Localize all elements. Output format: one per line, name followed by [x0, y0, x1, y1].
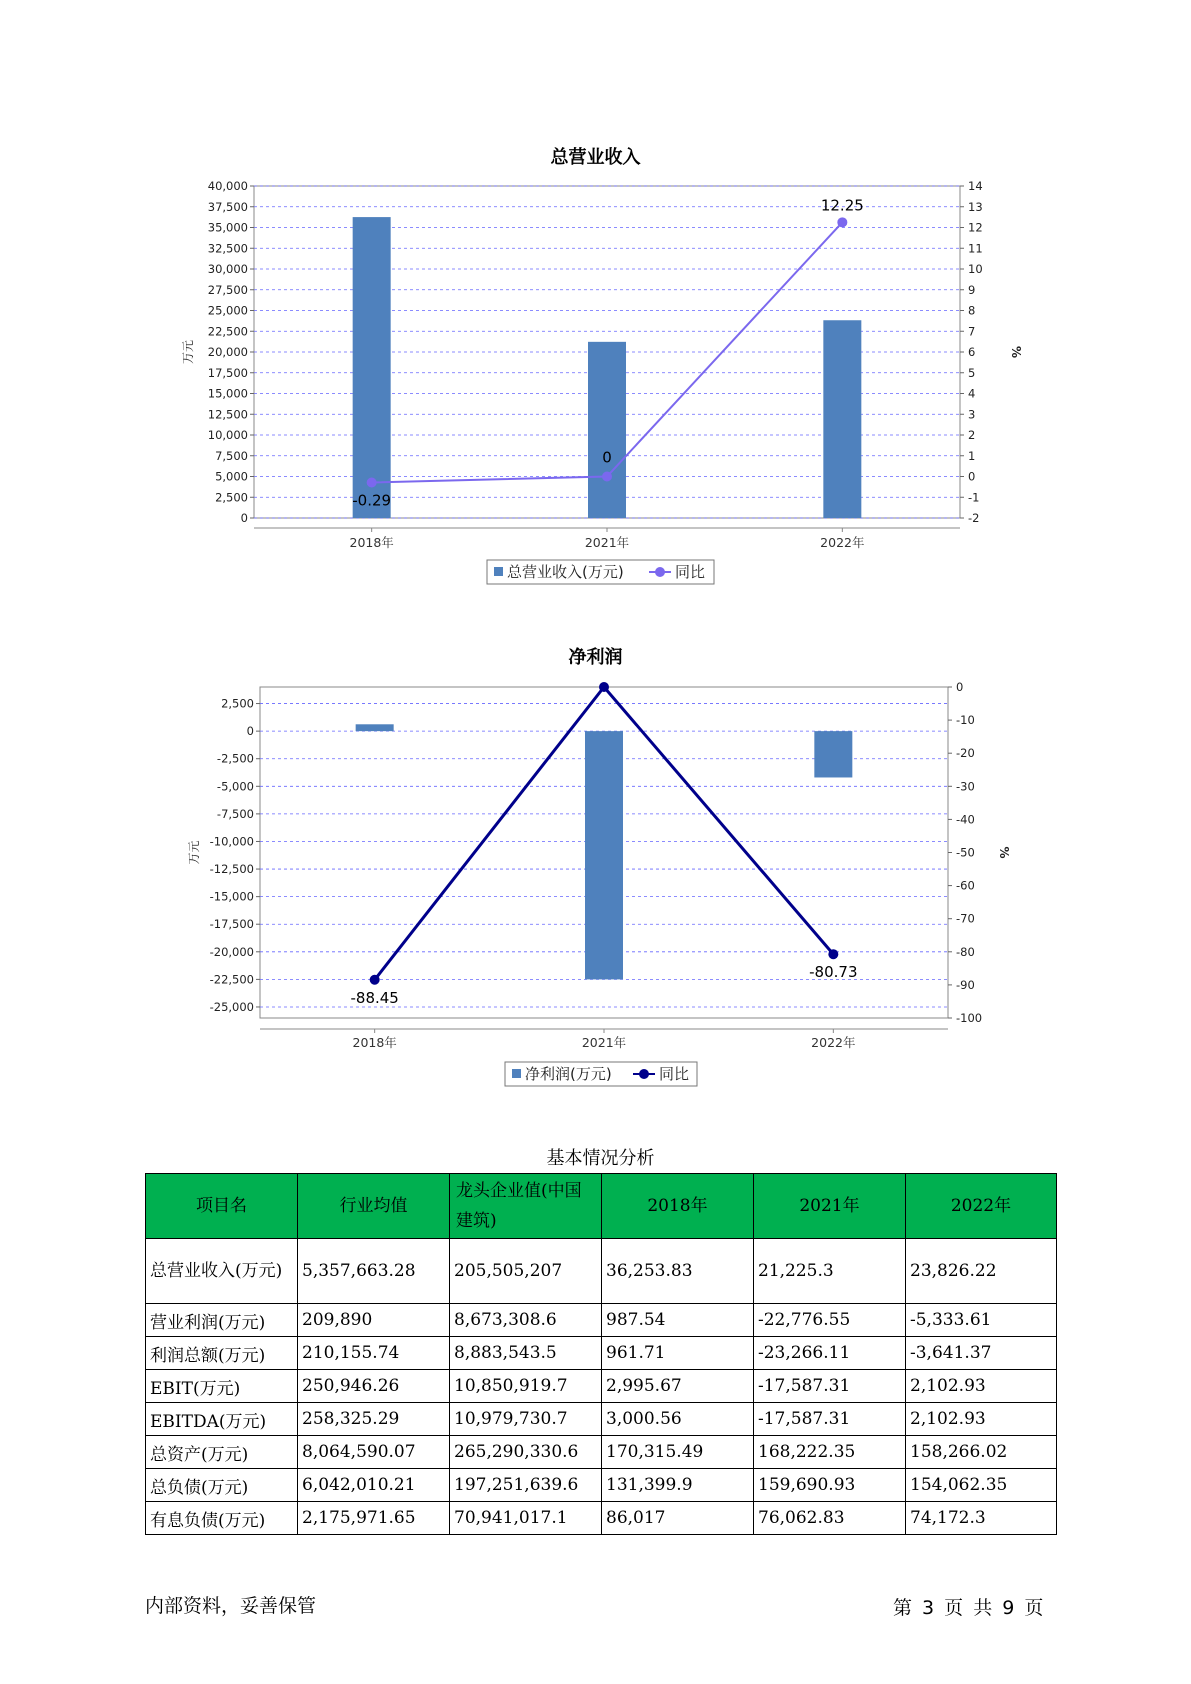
y-tick-label: 27,500 — [207, 282, 248, 297]
table-cell: 76,062.83 — [754, 1502, 906, 1535]
y2-tick-label: -60 — [956, 878, 975, 893]
table-row — [146, 1502, 1057, 1535]
y-tick-label: -10,000 — [209, 834, 254, 849]
y-tick-label: 12,500 — [207, 407, 248, 422]
column-header: 行业均值 — [298, 1174, 450, 1239]
y2-tick-label: 0 — [956, 680, 964, 694]
footer-confidential-note: 内部资料，妥善保管 — [145, 1595, 317, 1617]
y2-tick-label: 13 — [968, 199, 983, 214]
legend-bar-swatch — [512, 1069, 521, 1078]
data-label: -0.29 — [352, 491, 392, 510]
y2-tick-label: 11 — [968, 241, 983, 256]
table-cell: 2,102.93 — [906, 1370, 1057, 1403]
table-cell: 74,172.3 — [906, 1502, 1057, 1535]
row-label-cell: EBITDA(万元) — [146, 1403, 298, 1436]
y2-axis-title: % — [1009, 345, 1023, 359]
y2-tick-label: 2 — [968, 428, 976, 442]
column-header: 2021年 — [754, 1174, 906, 1239]
row-label-cell: 利润总额(万元) — [146, 1337, 298, 1370]
y-tick-label: 17,500 — [207, 365, 248, 380]
y2-tick-label: 1 — [968, 448, 976, 463]
y-tick-label: -25,000 — [209, 999, 254, 1014]
y-tick-label: 22,500 — [207, 324, 248, 339]
table-cell: -22,776.55 — [754, 1304, 906, 1337]
x-tick-label: 2018年 — [352, 1035, 397, 1050]
table-cell: 205,505,207 — [450, 1239, 602, 1304]
y-tick-label: -20,000 — [209, 944, 254, 959]
y-tick-label: -7,500 — [216, 806, 254, 821]
line-point — [828, 949, 838, 959]
table-cell: 2,102.93 — [906, 1403, 1057, 1436]
table-cell: 961.71 — [602, 1337, 754, 1370]
table-cell: -17,587.31 — [754, 1370, 906, 1403]
row-label-cell: 有息负债(万元) — [146, 1502, 298, 1535]
table-cell: 154,062.35 — [906, 1469, 1057, 1502]
y-tick-label: 10,000 — [207, 428, 248, 442]
table-cell: 265,290,330.6 — [450, 1436, 602, 1469]
y-tick-label: -2,500 — [216, 751, 254, 766]
table-cell: 209,890 — [298, 1304, 450, 1337]
y2-tick-label: -20 — [956, 746, 975, 761]
y2-tick-label: 0 — [968, 469, 976, 484]
y2-tick-label: 4 — [968, 386, 976, 401]
y2-tick-label: 9 — [968, 282, 976, 297]
y2-axis-title: % — [997, 846, 1011, 859]
revenue-chart-title: 总营业收入 — [550, 147, 641, 168]
y2-tick-label: -50 — [956, 845, 975, 860]
y2-tick-label: 7 — [968, 324, 976, 339]
row-label-cell: 总负债(万元) — [146, 1469, 298, 1502]
data-label: 12.25 — [820, 196, 864, 215]
y2-tick-label: -1 — [968, 490, 980, 505]
y-tick-label: 2,500 — [221, 696, 254, 711]
y-tick-label: 30,000 — [207, 262, 248, 276]
table-row — [146, 1436, 1057, 1469]
legend-bar-label: 总营业收入(万元) — [507, 563, 624, 581]
table-row — [146, 1403, 1057, 1436]
table-cell: 210,155.74 — [298, 1337, 450, 1370]
table-cell: 170,315.49 — [602, 1436, 754, 1469]
x-tick-label: 2021年 — [581, 1035, 627, 1050]
bar — [356, 724, 394, 731]
table-cell: 250,946.26 — [298, 1370, 450, 1403]
table-cell: -5,333.61 — [906, 1304, 1057, 1337]
y2-tick-label: 5 — [968, 365, 976, 380]
table-cell: 3,000.56 — [602, 1403, 754, 1436]
column-header: 龙头企业值(中国建筑) — [450, 1174, 602, 1239]
y-tick-label: 35,000 — [207, 220, 248, 235]
table-row — [146, 1370, 1057, 1403]
x-tick-label: 2022年 — [811, 1035, 856, 1050]
bar — [585, 731, 623, 979]
table-row — [146, 1337, 1057, 1370]
table-row — [146, 1304, 1057, 1337]
y-tick-label: 40,000 — [207, 179, 248, 193]
table-cell: 258,325.29 — [298, 1403, 450, 1436]
y2-tick-label: -90 — [956, 977, 975, 992]
x-tick-label: 2022年 — [820, 535, 865, 550]
y2-tick-label: -10 — [956, 713, 975, 728]
table-cell: 8,883,543.5 — [450, 1337, 602, 1370]
x-tick-label: 2021年 — [584, 535, 630, 550]
y2-tick-label: 3 — [968, 407, 976, 422]
y2-tick-label: 12 — [968, 220, 983, 235]
y2-tick-label: 6 — [968, 345, 976, 359]
table-cell: 10,850,919.7 — [450, 1370, 602, 1403]
footer-page-number: 第 3 页 共 9 页 — [893, 1597, 1044, 1619]
table-caption: 基本情况分析 — [546, 1148, 655, 1169]
line-point — [599, 682, 609, 692]
y2-tick-label: 14 — [968, 179, 983, 193]
y-tick-label: -17,500 — [209, 917, 254, 932]
row-label-cell: 总营业收入(万元) — [146, 1239, 298, 1304]
table-cell: 158,266.02 — [906, 1436, 1057, 1469]
table-cell: -17,587.31 — [754, 1403, 906, 1436]
y-axis-title: 万元 — [181, 339, 195, 365]
y2-tick-label: 8 — [968, 303, 976, 318]
row-label-cell: 总资产(万元) — [146, 1436, 298, 1469]
bar — [814, 731, 852, 777]
row-label-cell: 营业利润(万元) — [146, 1304, 298, 1337]
table-cell: 70,941,017.1 — [450, 1502, 602, 1535]
table-cell: -3,641.37 — [906, 1337, 1057, 1370]
table-cell: 36,253.83 — [602, 1239, 754, 1304]
legend-line-label: 同比 — [675, 563, 706, 581]
y-axis-title: 万元 — [187, 840, 201, 865]
table-cell: 23,826.22 — [906, 1239, 1057, 1304]
table-cell: 2,995.67 — [602, 1370, 754, 1403]
table-cell: 197,251,639.6 — [450, 1469, 602, 1502]
column-header: 2018年 — [602, 1174, 754, 1239]
y-tick-label: -15,000 — [209, 889, 254, 904]
legend-line-marker — [639, 1069, 649, 1079]
table-cell: 86,017 — [602, 1502, 754, 1535]
y-tick-label: 20,000 — [207, 345, 248, 359]
y2-tick-label: -70 — [956, 911, 975, 926]
legend-line-label: 同比 — [659, 1065, 690, 1083]
line-point — [370, 975, 380, 985]
table-cell: 8,673,308.6 — [450, 1304, 602, 1337]
table-cell: 5,357,663.28 — [298, 1239, 450, 1304]
legend-bar-label: 净利润(万元) — [525, 1065, 612, 1083]
column-header: 项目名 — [146, 1174, 298, 1239]
y-tick-label: 0 — [240, 511, 248, 525]
y2-tick-label: 10 — [968, 262, 983, 276]
table-cell: 168,222.35 — [754, 1436, 906, 1469]
table-row — [146, 1239, 1057, 1304]
row-label-cell: EBIT(万元) — [146, 1370, 298, 1403]
table-cell: 6,042,010.21 — [298, 1469, 450, 1502]
table-cell: 8,064,590.07 — [298, 1436, 450, 1469]
y-tick-label: -22,500 — [209, 972, 254, 987]
data-label: 0 — [602, 448, 612, 467]
y-tick-label: 7,500 — [215, 448, 248, 463]
y-tick-label: -12,500 — [209, 862, 254, 877]
basic-analysis-table — [145, 1173, 1057, 1535]
table-cell: 131,399.9 — [602, 1469, 754, 1502]
y-tick-label: 32,500 — [207, 241, 248, 256]
data-label: -80.73 — [809, 963, 858, 982]
y2-tick-label: -40 — [956, 812, 975, 827]
table-cell: 2,175,971.65 — [298, 1502, 450, 1535]
y-tick-label: 37,500 — [207, 199, 248, 214]
table-cell: 159,690.93 — [754, 1469, 906, 1502]
y-tick-label: 25,000 — [207, 303, 248, 318]
y-tick-label: 5,000 — [215, 469, 248, 484]
table-cell: 10,979,730.7 — [450, 1403, 602, 1436]
y-tick-label: 15,000 — [207, 386, 248, 401]
y2-tick-label: -2 — [968, 511, 980, 525]
table-header-row — [146, 1174, 1057, 1239]
x-tick-label: 2018年 — [349, 535, 394, 550]
y2-tick-label: -30 — [956, 779, 975, 794]
y2-tick-label: -100 — [956, 1011, 983, 1025]
y-tick-label: 0 — [246, 724, 254, 739]
y2-tick-label: -80 — [956, 944, 975, 959]
table-cell: 987.54 — [602, 1304, 754, 1337]
table-row — [146, 1469, 1057, 1502]
column-header: 2022年 — [906, 1174, 1057, 1239]
net-profit-chart-title: 净利润 — [568, 647, 623, 668]
table-cell: 21,225.3 — [754, 1239, 906, 1304]
data-label: -88.45 — [350, 988, 399, 1007]
table-cell: -23,266.11 — [754, 1337, 906, 1370]
y-tick-label: 2,500 — [215, 490, 248, 505]
y-tick-label: -5,000 — [216, 779, 254, 794]
